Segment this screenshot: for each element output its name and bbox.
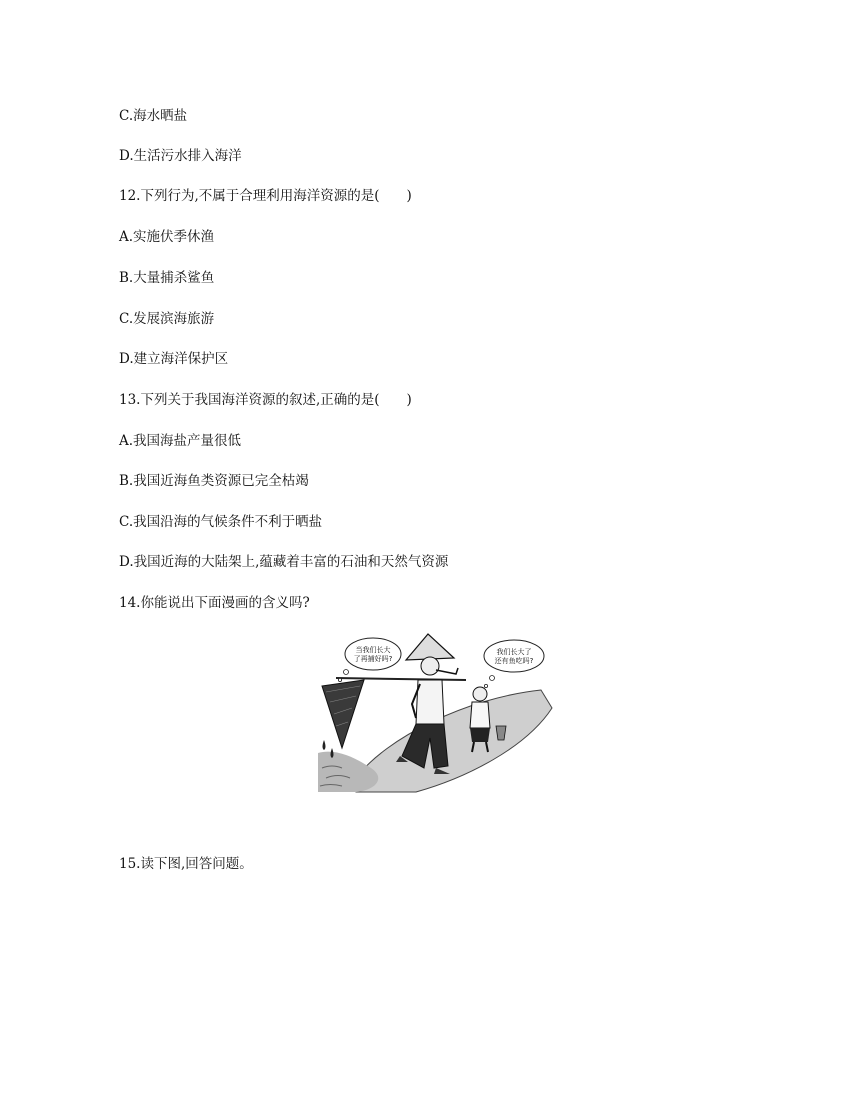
fishing-cartoon (316, 628, 558, 794)
q12-option-d: D.建立海洋保护区 (119, 351, 229, 367)
line-c-sea-salt: C.海水晒盐 (119, 108, 188, 124)
bubble-right-line-2: 还有鱼吃吗? (494, 657, 534, 665)
q12-option-b: B.大量捕杀鲨鱼 (119, 270, 215, 286)
q13-option-a: A.我国海盐产量很低 (119, 433, 242, 449)
question-13: 13.下列关于我国海洋资源的叙述,正确的是( ) (119, 392, 412, 408)
bubble-right-line-1: 我们长大了 (496, 648, 532, 656)
q13-option-b: B.我国近海鱼类资源已完全枯竭 (119, 473, 309, 489)
q13-option-c: C.我国沿海的气候条件不利于晒盐 (119, 514, 323, 530)
q13-option-d: D.我国近海的大陆架上,蕴藏着丰富的石油和天然气资源 (119, 554, 449, 570)
bubble-left-line-1: 当我们长大 (355, 646, 391, 654)
q12-option-c: C.发展滨海旅游 (119, 311, 215, 327)
q12-option-a: A.实施伏季休渔 (119, 229, 215, 245)
bubble-left-line-2: 了再捕好吗? (353, 655, 393, 663)
line-d-sewage: D.生活污水排入海洋 (119, 148, 242, 164)
question-14: 14.你能说出下面漫画的含义吗? (119, 595, 310, 611)
question-12: 12.下列行为,不属于合理利用海洋资源的是( ) (119, 188, 412, 204)
question-15: 15.读下图,回答问题。 (119, 856, 253, 872)
